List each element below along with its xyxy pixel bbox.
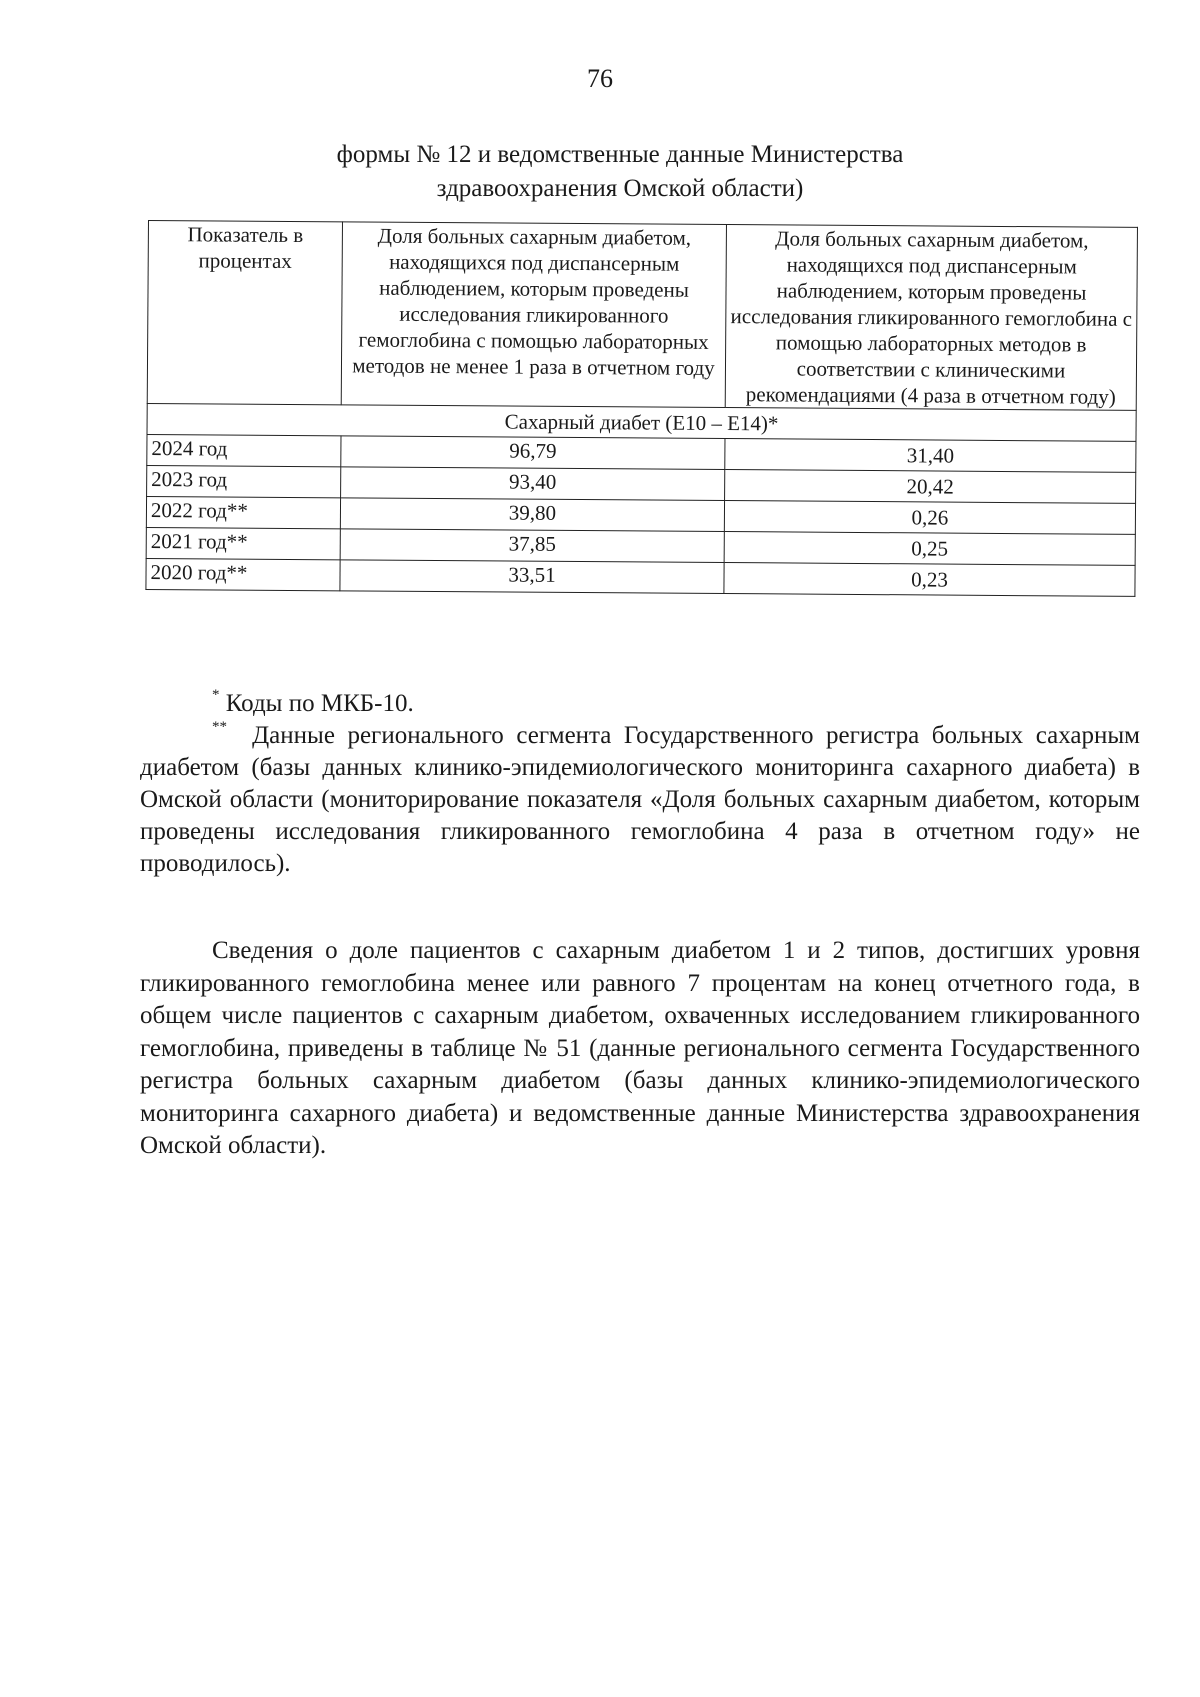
row-year: 2024 год	[147, 434, 341, 466]
row-value-once: 33,51	[340, 560, 724, 594]
caption-line-2: здравоохранения Омской области)	[436, 175, 804, 202]
page-number: 76	[587, 64, 613, 93]
body-paragraph: Сведения о доле пациентов с сахарным диабетом 1 и 2 типов, достигших уровня гликированного гемоглобина менее или равного 7 процентам на конец отчетного года, в общем числе пациентов с сахарным диабетом, охваченных исследованием гликированного гемоглобина, приведены в таблице № 51 (данные регионального сегмента Государственного регистра больных сахарным диабетом (базы данных клинико-эпидемиологического мониторинга сахарного диабета) и ведомственные данные Министерства здравоохранения Омской области).	[140, 937, 1140, 1159]
footnote-2-mark: **	[212, 719, 227, 735]
row-value-once: 37,85	[340, 529, 724, 563]
row-value-four: 0,26	[724, 501, 1135, 535]
row-value-four: 0,23	[724, 563, 1135, 597]
row-year: 2020 год**	[146, 558, 340, 590]
header-indicator: Показатель в процентах	[147, 221, 342, 405]
table-row	[146, 558, 1135, 596]
row-value-once: 96,79	[341, 436, 725, 470]
footnote-1	[140, 688, 1140, 720]
row-value-four: 0,25	[724, 532, 1135, 566]
row-value-once: 93,40	[341, 467, 725, 501]
row-year: 2022 год**	[146, 496, 340, 528]
table-caption	[300, 138, 940, 206]
footnote-2-text: Данные регионального сегмента Государственного регистра больных сахарным диабетом (базы данных клинико-эпидемиологического мониторинга сахарного диабета) в Омской области (мониторирование показателя «Доля больных сахарным диабетом, которым проведены исследования гликированного гемоглобина 4 раза в отчетном году» не проводилось).	[140, 722, 1140, 877]
row-value-four: 20,42	[725, 470, 1136, 504]
row-year: 2021 год**	[146, 527, 340, 559]
row-year: 2023 год	[147, 465, 341, 497]
footnote-1-text: Коды по МКБ-10.	[225, 690, 414, 717]
header-share-once: Доля больных сахарным диабетом, находящихся под диспансерным наблюдением, которым проведены исследования гликированного гемоглобина с помощью лабораторных методов не менее 1 раза в отчетном году	[341, 222, 726, 408]
header-row	[147, 221, 1137, 411]
group-label: Сахарный диабет (Е10 – Е14)*	[147, 403, 1136, 441]
row-value-once: 39,80	[340, 498, 724, 532]
header-share-four-times: Доля больных сахарным диабетом, находящихся под диспансерным наблюдением, которым проведены исследования гликированного гемоглобина с помощью лабораторных методов в соответствии с клиническими рекомендациями (4 раза в отчетном году)	[725, 225, 1137, 411]
row-value-four: 31,40	[725, 439, 1136, 473]
data-table	[145, 220, 1138, 597]
footnote-2	[140, 720, 1140, 880]
footnotes	[140, 688, 1140, 880]
footnote-1-mark: *	[212, 687, 220, 703]
caption-line-1: формы № 12 и ведомственные данные Министерства	[336, 141, 904, 168]
